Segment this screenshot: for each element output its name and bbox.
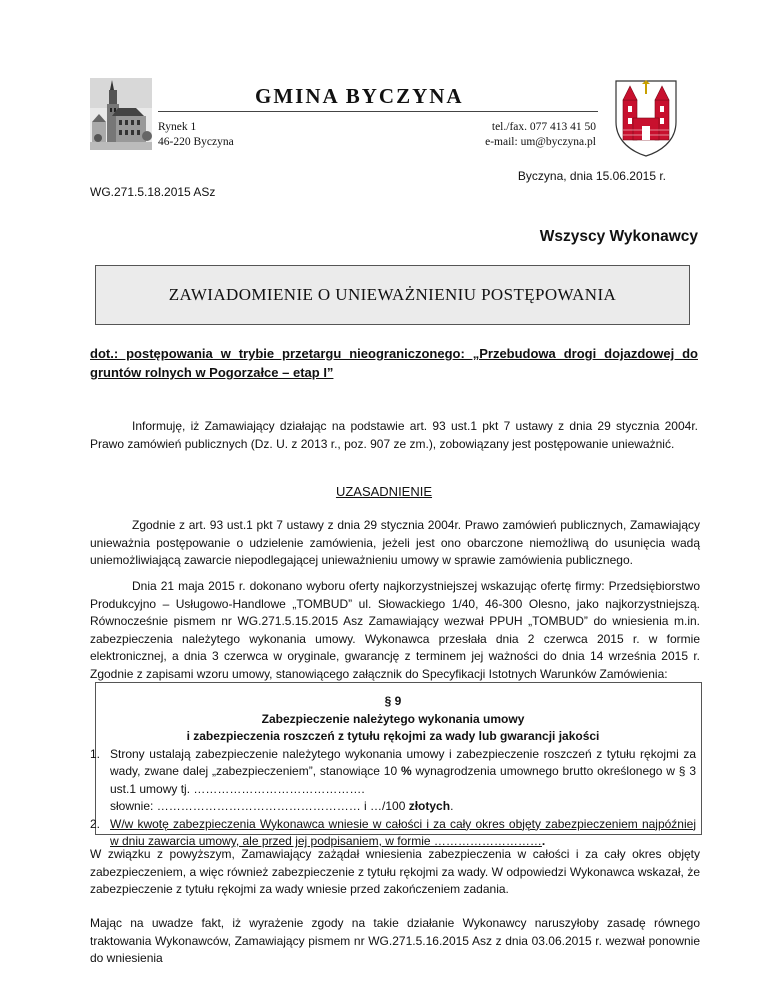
quote-section-number: § 9 [384,694,402,708]
org-title: GMINA BYCZYNA [255,84,464,108]
reference-number: WG.271.5.18.2015 ASz [90,185,216,199]
quote-item-1-percent: % [400,764,412,778]
justification-paragraph-4: Mając na uwadze fakt, iż wyrażenie zgody na takie działanie Wykonawcy naruszyłoby zasadę równego traktowania Wykonawców, Zamawiający pismem nr WG.271.5.16.2015 Asz z dnia 03.06.2015 r. wezwał ponownie do wniesienia [90,916,700,965]
quote-item-2-number: 2. [90,816,101,831]
email-text: e-mail: um@byczyna.pl [485,136,596,148]
quote-heading-2: i zabezpieczenia roszczeń z tytułu rękojmi za wady lub gwarancji jakości [186,729,600,743]
subject-line: dot.: postępowania w trybie przetargu nieograniczonego: „Przebudowa drogi dojazdowej do gruntów rolnych w Pogorzałce – etap I” [90,346,698,380]
quote-item-1 [90,746,696,816]
place-date: Byczyna, dnia 15.06.2015 r. [517,169,666,183]
town-hall-image [90,78,152,150]
justification-paragraph-3: W związku z powyższym, Zamawiający zażądał wniesienia zabezpieczenia w całości i za cały okres objęty zabezpieczeniem, a więc również zabezpieczenie z tytułu rękojmi za wady. W odpowiedzi Wykonawca wskazał, że zabezpieczenie z tytułu rękojmi za wady wniesie przed zakończeniem zadania. [90,847,700,896]
phone-text: tel./fax. 077 413 41 50 [491,121,596,133]
quote-item-1-end: . [450,799,454,813]
notice-title-box [95,265,690,325]
quote-item-1-text-b: wynagrodzenia umownego brutto określonego w § 3 ust.1 umowy tj. ……………………………………. [110,764,696,796]
address-line2: 46-220 Byczyna [158,136,234,148]
quote-item-2-text: W/w kwotę zabezpieczenia Wykonawca wniesie w całości i za cały okres objęty zabezpieczeniem najpóźniej w dniu zawarcia umowy, ale przed jej podpisaniem, w formie ……………………… [110,816,696,848]
coat-of-arms-image [613,78,679,158]
quote-item-2-end: . [541,834,546,848]
address-line1: Rynek 1 [158,121,197,133]
addressee: Wszyscy Wykonawcy [539,228,698,245]
contact [485,120,596,150]
quote-item-1-text-c: słownie: …………………………………………… i …/100 [110,799,409,813]
notice-title: ZAWIADOMIENIE O UNIEWAŻNIENIU POSTĘPOWANIA [168,285,617,304]
quote-item-1-text-a: Strony ustalają zabezpieczenie należytego wykonania umowy i zabezpieczenie roszczeń z tytułu rękojmi za wady, zwane dalej „zabezpieczeniem”, stanowiące 10 [110,746,696,778]
address [158,120,234,150]
quote-item-1-currency: złotych [408,799,451,813]
quote-item-1-number: 1. [90,746,101,761]
intro-paragraph: Informuję, iż Zamawiający działając na podstawie art. 93 ust.1 pkt 7 ustawy z dnia 29 stycznia 2004r. Prawo zamówień publicznych (Dz. U. z 2013 r., poz. 907 ze zm.), zobowiązany jest postępowanie unieważnić. [90,419,698,451]
header-divider [158,111,598,112]
justification-heading: UZASADNIENIE [335,484,433,499]
contract-quote [90,693,696,851]
justification-paragraph-2: Dnia 21 maja 2015 r. dokonano wyboru oferty najkorzystniejszej wskazując ofertę firmy: Przedsiębiorstwo Produkcyjno – Usługowo-Handlowe „TOMBUD” ul. Słowackiego 1/40, 46-300 Olesno, jako najkorzystniejszą. Równocześnie pismem nr WG.271.5.15.2015 Asz Zamawiający wezwał PPUH „TOMBUD” do wniesienia m.in. zabezpieczenia należytego wykonania umowy. Wykonawca przesłała dnia 2 czerwca 2015 r. w formie elektronicznej, a dnia 3 czerwca w oryginale, gwarancję z terminem jej ważności do dnia 14 września 2015 r. Zgodnie z zapisami wzoru umowy, stanowiącego załącznik do Specyfikacji Istotnych Warunków Zamówienia: [90,579,700,681]
quote-heading-1: Zabezpieczenie należytego wykonania umowy [261,711,525,726]
justification-paragraph-1: Zgodnie z art. 93 ust.1 pkt 7 ustawy z dnia 29 stycznia 2004r. Prawo zamówień publicznych, Zamawiający unieważnia postępowanie o udzielenie zamówienia, jeżeli jest ono obarczone niemożliwą do usunięcia wadą uniemożliwiającą zawarcie niepodlegającej unieważnieniu umowy w sprawie zamówienia publicznego. [90,518,700,567]
